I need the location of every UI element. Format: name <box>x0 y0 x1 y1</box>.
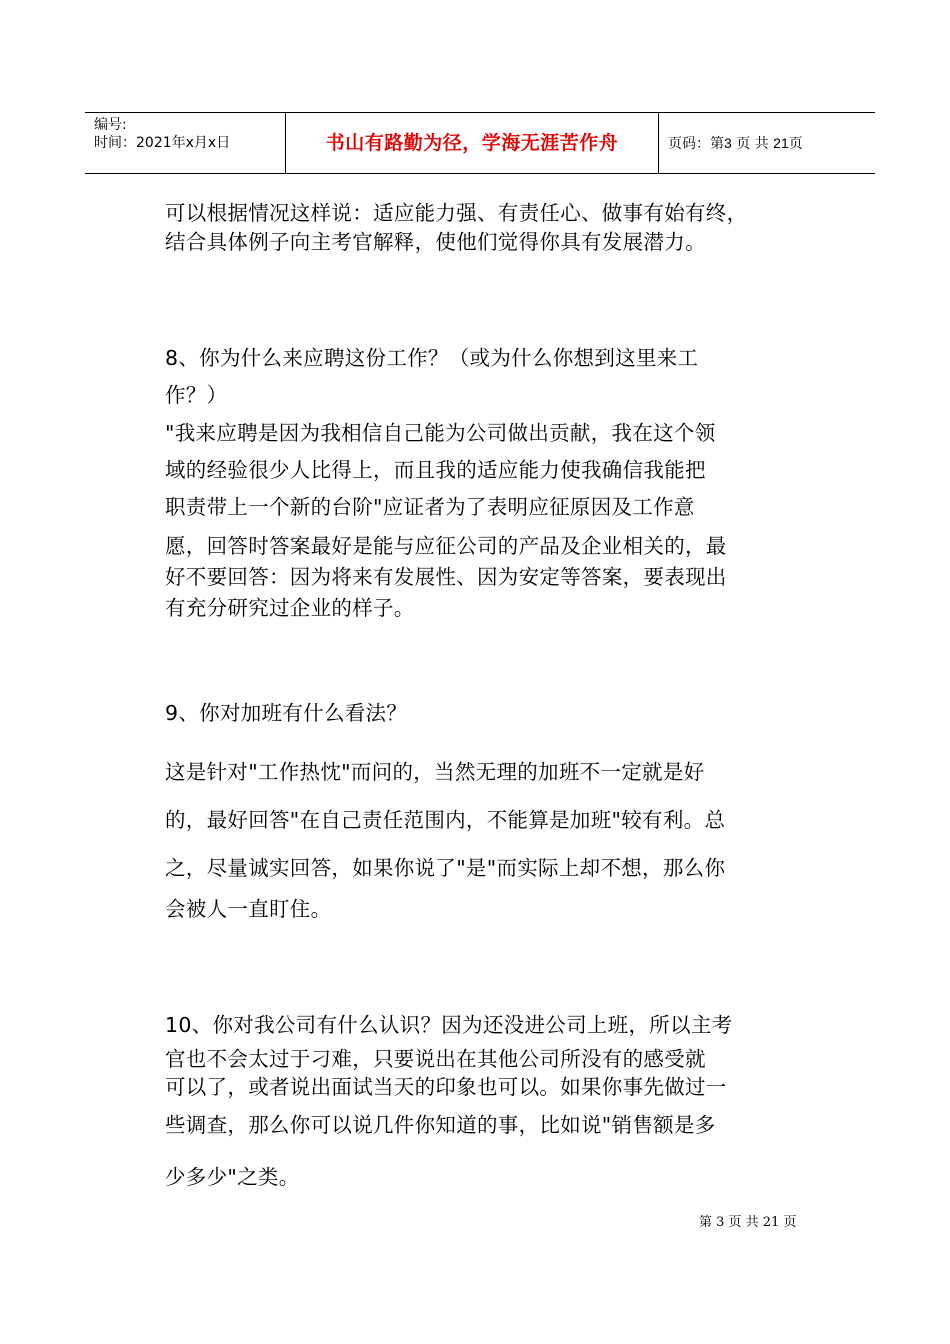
header-page-info <box>668 113 803 173</box>
question-8 <box>165 340 805 414</box>
question-9 <box>165 697 805 729</box>
text-line: 少多少"之类。 <box>165 1165 300 1189</box>
text-line: 好不要回答：因为将来有发展性、因为安定等答案，要表现出 <box>165 565 727 589</box>
answer-10 <box>165 1045 805 1101</box>
text-line: 有充分研究过企业的样子。 <box>165 596 415 620</box>
text-line: 愿，回答时答案最好是能与应征公司的产品及企业相关的，最 <box>165 534 727 558</box>
question-10 <box>165 1009 805 1041</box>
page-total: 21 <box>773 135 789 151</box>
text-line: 8、你为什么来应聘这份工作？（或为什么你想到这里来工 <box>165 346 699 370</box>
answer-10-end <box>165 1161 805 1193</box>
page-footer: 第 3 页 共 21 页 <box>699 1215 797 1230</box>
page-header <box>85 112 875 174</box>
text-line: "我来应聘是因为我相信自己能为公司做出贡献，我在这个领 <box>165 421 716 445</box>
answer-8 <box>165 415 805 526</box>
page-current: 3 <box>724 135 732 151</box>
document-time-label: 时间：2021年x月x日 <box>94 135 231 151</box>
text-line: 官也不会太过于刁难，只要说出在其他公司所没有的感受就 <box>165 1047 706 1071</box>
header-meta <box>94 116 230 152</box>
intro-paragraph <box>165 199 805 257</box>
header-divider-right <box>658 113 659 173</box>
text-line: 域的经验很少人比得上，而且我的适应能力使我确信我能把 <box>165 458 706 482</box>
text-line: 会被人一直盯住。 <box>165 897 332 921</box>
page-suffix: 页 <box>788 136 803 152</box>
text-line: 结合具体例子向主考官解释，使他们觉得你具有发展潜力。 <box>165 230 706 254</box>
text-line: 之，尽量诚实回答，如果你说了"是"而实际上却不想，那么你 <box>165 856 726 880</box>
text-line: 可以了，或者说出面试当天的印象也可以。如果你事先做过一 <box>165 1075 727 1099</box>
text-line: 职责带上一个新的台阶"应证者为了表明应征原因及工作意 <box>165 495 695 519</box>
text-line: 9、你对加班有什么看法？ <box>165 701 408 725</box>
text-line: 作？） <box>165 383 228 407</box>
text-line: 的，最好回答"在自己责任范围内，不能算是加班"较有利。总 <box>165 808 726 832</box>
text-line: 这是针对"工作热忱"而问的，当然无理的加班不一定就是好 <box>165 760 705 784</box>
text-line: 些调查，那么你可以说几件你知道的事，比如说"销售额是多 <box>165 1113 716 1137</box>
page-mid: 页 共 <box>736 136 769 152</box>
document-number-label: 编号: <box>94 117 127 133</box>
answer-9-continued <box>165 892 805 926</box>
page-label: 页码：第 <box>668 136 724 152</box>
answer-8-continued <box>165 531 805 624</box>
text-line: 可以根据情况这样说：适应能力强、有责任心、做事有始有终， <box>165 201 748 225</box>
text-line: 10、你对我公司有什么认识？因为还没进公司上班，所以主考 <box>165 1013 733 1037</box>
answer-9 <box>165 748 805 892</box>
header-motto: 书山有路勤为径，学海无涯苦作舟 <box>325 132 619 154</box>
answer-10-continued <box>165 1109 805 1141</box>
